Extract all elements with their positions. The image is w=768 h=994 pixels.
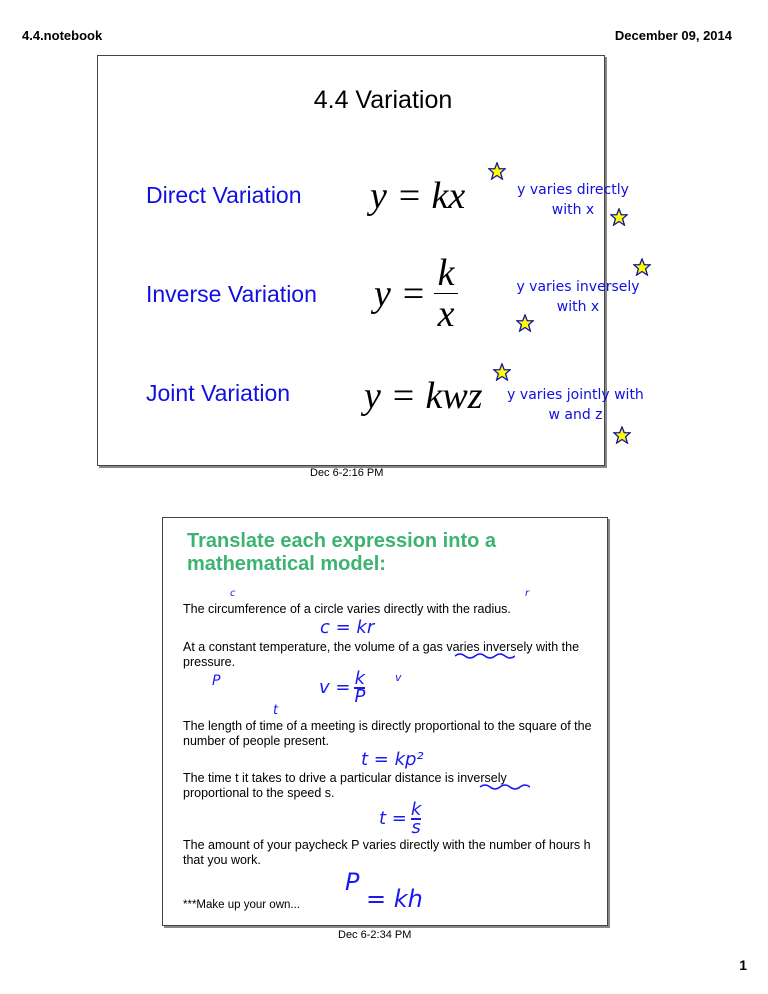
star-icon <box>493 363 511 381</box>
numerator: k <box>437 252 455 294</box>
note-line: y varies jointly with <box>507 387 644 403</box>
slide-title: 4.4 Variation <box>313 86 453 114</box>
slide-translate <box>162 517 608 926</box>
numerator: k <box>354 668 366 689</box>
sentence-2: At a constant temperature, the volume of a gas varies inversely with the pressure. <box>183 640 580 669</box>
note-inverse <box>503 277 653 317</box>
star-icon <box>488 162 506 180</box>
sentence-4: The time t it takes to drive a particular distance is inversely proportional to the speed s. <box>183 771 507 800</box>
slide-title: Translate each expression into a mathematical model: <box>187 530 497 575</box>
star-icon <box>610 208 628 226</box>
equation-joint: y = kwz <box>364 375 483 417</box>
denominator: s <box>411 817 421 838</box>
eq-lhs: t = <box>379 808 407 829</box>
label-joint: Joint Variation <box>146 380 291 406</box>
squiggle-underline <box>453 652 515 660</box>
squiggle-underline <box>478 783 530 791</box>
note-line: y varies directly <box>517 182 629 198</box>
label-direct: Direct Variation <box>146 182 302 208</box>
handwritten-r: r <box>525 588 530 599</box>
handwritten-eq5-p: P <box>345 868 360 896</box>
note-line: w and z <box>548 407 603 423</box>
star-icon <box>633 258 651 276</box>
numerator: k <box>410 799 422 820</box>
handwritten-t: t <box>273 703 279 718</box>
sentence-1: The circumference of a circle varies directly with the radius. <box>183 602 511 616</box>
fraction <box>354 668 366 707</box>
eq-lhs: y = <box>374 272 427 315</box>
notebook-name: 4.4.notebook <box>22 28 103 43</box>
handwritten-eq1: c = kr <box>320 617 375 638</box>
equation-inverse <box>374 253 458 334</box>
handwritten-eq4 <box>379 799 422 838</box>
sentence-6: ***Make up your own... <box>183 899 300 911</box>
slide-timestamp: Dec 6-2:34 PM <box>338 929 412 941</box>
handwritten-v: v <box>395 671 402 684</box>
sentence-5: The amount of your paycheck P varies directly with the number of hours h that you work. <box>183 838 591 867</box>
denominator: P <box>354 686 366 707</box>
eq-lhs: v = <box>319 677 351 698</box>
handwritten-c: c <box>230 588 236 599</box>
handwritten-eq3: t = kp² <box>361 749 424 770</box>
denominator: x <box>437 293 455 335</box>
slide-variation <box>97 55 644 466</box>
print-date: December 09, 2014 <box>614 28 732 43</box>
label-inverse: Inverse Variation <box>146 281 317 307</box>
fraction <box>410 799 422 838</box>
sentence-3: The length of time of a meeting is directly proportional to the square of the number of people present. <box>183 719 592 748</box>
page-number: 1 <box>739 957 747 973</box>
fraction <box>434 253 458 334</box>
star-icon <box>516 314 534 332</box>
star-icon <box>613 426 631 444</box>
note-line: with x <box>556 299 600 315</box>
note-line: with x <box>551 202 595 218</box>
note-joint <box>493 385 658 425</box>
equation-direct: y = kx <box>370 175 466 217</box>
note-line: y varies inversely <box>516 279 640 295</box>
slide-timestamp: Dec 6-2:16 PM <box>310 467 384 479</box>
handwritten-p: P <box>212 673 221 689</box>
handwritten-eq5-rhs: = kh <box>366 885 423 913</box>
handwritten-eq2 <box>319 668 366 707</box>
